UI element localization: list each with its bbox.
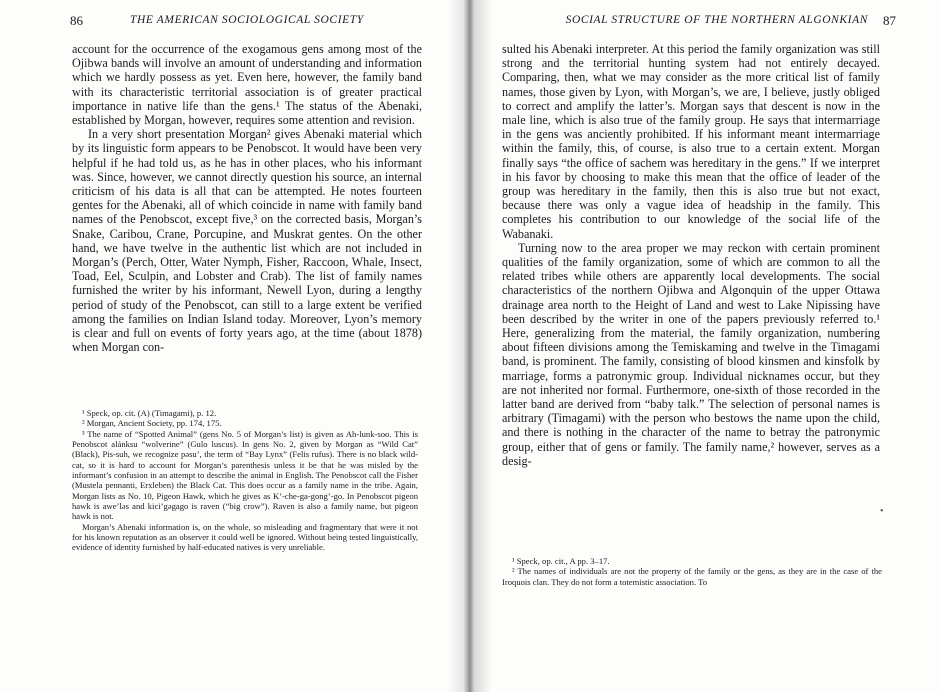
- right-body-text: [502, 42, 880, 468]
- book-gutter-shadow: [448, 0, 492, 692]
- left-footnote-2: ² Morgan, Ancient Society, pp. 174, 175.: [82, 418, 222, 429]
- left-paragraph-1: account for the occurrence of the exogamous gens among most of the Ojibwa bands will involve an amount of understanding and information which we hardly possess as yet. Even here, however, the family band with its characteristic territorial association is of greater practical importance in native life than the gens.¹ The status of the Abenaki, established by Morgan, however, requires some attention and revision.: [72, 42, 422, 128]
- left-footnote-3: ³ The name of “Spotted Animal” (gens No. 5 of Morgan’s list) is given as Ah-lunk-soo. This is Penobscot alánksu “wolverine” (Gulo luscus). In gens No. 2, given by Morgan as “Wild Cat” (Black), Pis-suh, we recognize pəsu’, the term of “Bay Lynx” (Felis rufus). There is no black wild-cat, so it is hard to account for Morgan’s parenthesis unless it be that he was misled by the informant’s confusion in an attempt to describe the animal in English. The Penobscot call the Fisher (Mustela pennanti, Erxleben) the Black Cat. This does occur as a family name in the tribe. Again, Morgan lists as No. 10, Pigeon Hawk, which he gives as K’-che-ga-gong’-go. In Penobscot pigeon hawk is awe’lәs and kici’gәgago is raven (“big crow”). Raven is also a family name, but pigeon hawk is not.: [72, 428, 418, 522]
- left-footnote-3-continued: Morgan’s Abenaki information is, on the whole, so misleading and fragmentary that were it not for his known reputation as an observer it could well be ignored. Without being tested linguistically, evidence of identity furnished by half-educated natives is very unreliable.: [72, 521, 418, 553]
- right-running-header: [526, 14, 896, 30]
- right-paragraph-1: sulted his Abenaki interpreter. At this period the family organization was still strong and the territorial hunting system had not entirely decayed. Comparing, then, what we may consider as the more critical list of family names, those given by Lyon, with Morgan’s, we are, I believe, justly obliged to correct and amplify the latter’s. Morgan says that descent is now in the male line, which is also true of the family group. He says that intermarriage in the gens was anciently prohibited. If his informant meant intermarriage within the family, this, of course, is also true to a certain extent. Morgan finally says “the office of sachem was hereditary in the gens.” If we interpret in his favor by choosing to make this mean that the office of leader of the group was hereditary in the family, then this is also true but not exact, because there was only a vague idea of headship in the family. This completes his contribution to our knowledge of the social life of the Wabanaki.: [502, 42, 880, 241]
- right-paragraph-2: Turning now to the area proper we may reckon with certain prominent qualities of the family organization, some of which are common to all the related tribes while others are apparently local developments. The social characteristics of the northern Ojibwa and Algonquin of the upper Ottawa drainage area north to the Height of Land and west to Lake Nipissing have been described by the writer in one of the papers previously referred to.¹ Here, generalizing from the material, the family organization, numbering about fifteen divisions among the Temiskaming and twelve in the Timagami band, is prominent. The family, consisting of blood kinsmen and kinsfolk by marriage, forms a patronymic group. Individual nicknames occur, but they are not inherited nor formal. Furthermore, one-sixth of those recorded in the latter band are derived from “baby talk.” The selection of personal names is arbitrary (Timagami) with the person who bestows the name upon the child, and there is nothing in the character of the name to betray the patronymic group, either that of gens or family. The family name,² however, serves as a desig-: [502, 240, 880, 468]
- left-footnote-1: ¹ Speck, op. cit. (A) (Timagami), p. 12.: [82, 408, 217, 418]
- left-paragraph-2: In a very short presentation Morgan² gives Abenaki material which by its linguistic form appears to be Penobscot. It would have been very helpful if he had told us, as he has in other places, who his informant was. Since, however, we cannot directly question his source, an internal criticism of his data is all that can be attempted. He notes fourteen gentes for the Abenaki, all of which coincide in name with family band names of the Penobscot, except five,³ on the corrected basis, Morgan’s Snake, Caribou, Crane, Porcupine, and Muskrat gentes. On the other hand, we have twelve in the authentic list which are not included in Morgan’s (Perch, Otter, Water Nymph, Fisher, Raccoon, Whale, Insect, Toad, Eel, Sculpin, and Lobster and Crab). The list of family names furnished the writer by his informant, Newell Lyon, during a lengthy period of study of the Penobscot, can still to a large extent be verified among the families on Indian Island today. Moreover, Lyon’s memory is clear and full on events of forty years ago, at the time (about 1878) when Morgan con-: [72, 127, 422, 355]
- scan-speck: •: [880, 506, 884, 517]
- left-page-number: 86: [70, 13, 83, 28]
- right-running-head: SOCIAL STRUCTURE OF THE NORTHERN ALGONKIAN: [565, 14, 868, 26]
- right-footnote-1: ¹ Speck, op. cit., A pp. 3–17.: [512, 556, 610, 566]
- left-body-text: [72, 42, 422, 354]
- right-page: [470, 0, 940, 692]
- left-running-head: THE AMERICAN SOCIOLOGICAL SOCIETY: [130, 14, 364, 26]
- right-page-number: 87: [883, 13, 896, 28]
- right-footnotes: [502, 556, 882, 587]
- left-footnotes: [72, 408, 418, 553]
- left-running-header: [70, 14, 430, 30]
- right-footnote-2: ² The names of individuals are not the property of the family or the gens, as they are in the case of the Iroquois clan. They do not form a totemistic association. To: [502, 566, 882, 587]
